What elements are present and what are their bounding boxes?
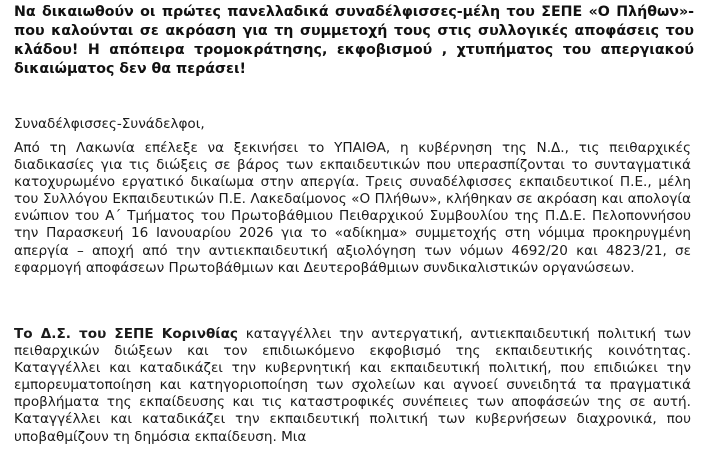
document-heading: Να δικαιωθούν οι πρώτες πανελλαδικά συναδέλφισσες-μέλη του ΣΕΠΕ «Ο Πλήθων»- που καλούνται σε ακρόαση για τη συμμετοχή τους στις συλλογικές αποφάσεις του κλάδου! Η απόπειρα τρομοκράτησης, εκφοβισμού , χτυπήματος του απεργιακού δικαιώματος δεν θα περάσει! — [14, 4, 694, 77]
paragraph-2-body: καταγγέλλει την αντεργατική, αντιεκπαιδευτική πολιτική των πειθαρχικών διώξεων και τον επιδιωκόμενο εκφοβισμό της εκπαιδευτικής κοινότητας. Καταγγέλλει και καταδικάζει την κυβερνητική και εκπαιδευτική πολιτική, που επιδιώκει την εμπορευματοποίηση και κατηγοριοποίηση των σχολείων και αγνοεί συνειδητά τα πραγματικά προβλήματα της εκπαίδευσης και τις καταστροφικές συνέπειες των αποφάσεών της σε αυτή. Καταγγέλλει και καταδικάζει την εκπαιδευτική πολιτική των κυβερνήσεων διαχρονικά, που υποβαθμίζουν τη δημόσια εκπαίδευση. Μια — [14, 326, 691, 445]
paragraph-2 — [14, 326, 691, 446]
paragraph-2-lead: Το Δ.Σ. του ΣΕΠΕ Κορινθίας — [14, 326, 238, 342]
paragraph-1: Από τη Λακωνία επέλεξε να ξεκινήσει το ΥΠΑΙΘΑ, η κυβέρνηση της Ν.Δ., τις πειθαρχικές διαδικασίες για τις διώξεις σε βάρος των εκπαιδευτικών που υπερασπίζονται το συνταγματικά κατοχυρωμένο εργατικό δικαίωμα στην απεργία. Τρεις συναδέλφισσες εκπαιδευτικοί Π.Ε., μέλη του Συλλόγου Εκπαιδευτικών Π.Ε. Λακεδαίμονος «Ο Πλήθων», κλήθηκαν σε ακρόαση και απολογία ενώπιον του Α΄ Τμήματος του Πρωτοβάθμιου Πειθαρχικού Συμβουλίου της Π.Δ.Ε. Πελοποννήσου την Παρασκευή 16 Ιανουαρίου 2026 για το «αδίκημα» συμμετοχής στη νόμιμα προκηρυγμένη απεργία – αποχή από την αντιεκπαιδευτική αξιολόγηση των νόμων 4692/20 και 4823/21, σε εφαρμογή αποφάσεων Πρωτοβάθμιων και Δευτεροβάθμιων συνδικαλιστικών οργανώσεων. — [14, 140, 691, 276]
salutation: Συναδέλφισσες-Συνάδελφοι, — [14, 116, 205, 132]
